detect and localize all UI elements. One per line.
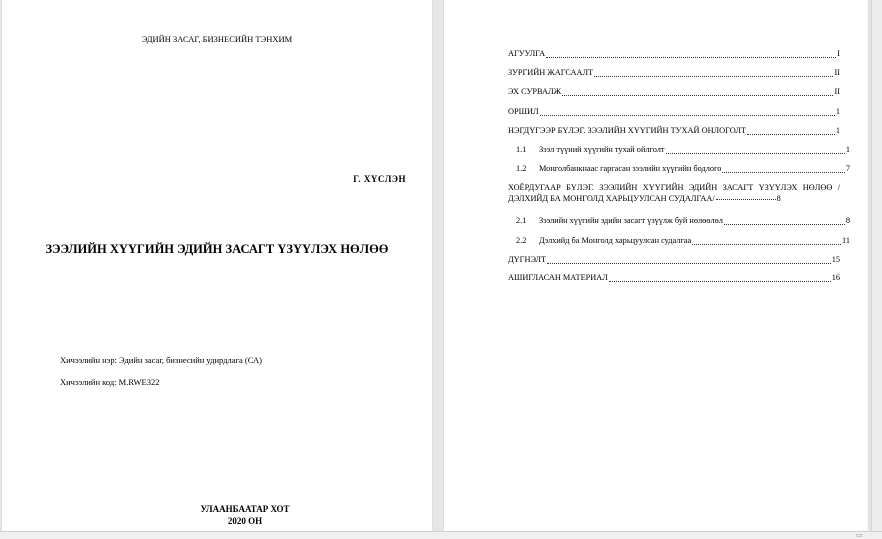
toc-leader: [724, 216, 845, 225]
toc-entry-page: 7: [845, 164, 850, 173]
toc-leader: [562, 87, 833, 96]
toc-leader: [692, 236, 841, 245]
toc-entry-label: Зээл түүний хүүгийн тухай ойлголт: [539, 145, 665, 154]
toc-leader: [609, 273, 831, 282]
toc-entry[interactable]: [516, 236, 850, 246]
toc-entry-page: 11: [842, 236, 850, 245]
toc-entry[interactable]: [508, 126, 840, 136]
toc-entry-page: 1: [835, 107, 840, 116]
toc-entry-page: I: [837, 49, 840, 58]
city-label: УЛААНБААТАР ХОТ: [200, 504, 290, 514]
document-page-right: [444, 0, 868, 532]
toc-entry-label: ОРШИЛ: [508, 107, 539, 116]
toc-entry[interactable]: [508, 68, 840, 78]
toc-entry-label: Дэлхийд ба Монголд харьцуулсан судалгаа: [539, 236, 692, 245]
toc-leader: [546, 49, 836, 58]
toc-entry-page: 1: [845, 145, 850, 154]
toc-entry[interactable]: [508, 273, 840, 283]
toc-entry-number: 2.1: [516, 216, 527, 225]
document-title: ЗЭЭЛИЙН ХҮҮГИЙН ЭДИЙН ЗАСАГТ ҮЗҮҮЛЭХ НӨЛӨӨ: [45, 242, 389, 256]
toc-entry[interactable]: [508, 107, 840, 117]
toc-entry-label: ХОЁРДУГААР БҮЛЭГ. ЗЭЭЛИЙН ХҮҮГИЙН ЭДИЙН ЗАСАГТ ҮЗҮҮЛЭХ НӨЛӨӨ /ДЭЛХИЙД БА МОНГОЛД ХАРЬЦУУЛСАН СУДАЛГАА/: [508, 183, 840, 203]
toc-leader: [747, 126, 835, 135]
author-name: Г. ХҮСЛЭН: [353, 174, 406, 184]
toc-leader: [594, 68, 833, 77]
toc-entry[interactable]: [508, 182, 840, 204]
toc-entry-label: ДҮГНЭЛТ: [508, 255, 547, 264]
toc-entry-number: 1.2: [516, 164, 527, 173]
toc-leader: [540, 107, 835, 116]
toc-leader: [666, 145, 845, 154]
vertical-scrollbar[interactable]: [871, 0, 882, 532]
toc-entry-label: ЭХ СУРВАЛЖ: [508, 87, 562, 96]
toc-entry[interactable]: [516, 164, 850, 174]
toc-entry-page: 1: [835, 126, 840, 135]
toc-leader: [722, 164, 844, 173]
toc-entry-label: ЗУРГИЙН ЖАГСААЛТ: [508, 68, 594, 77]
toc-entry-label: АГУУЛГА: [508, 49, 546, 58]
view-mode-icon[interactable]: ▭: [856, 531, 863, 539]
toc-entry-page: 8: [776, 194, 781, 203]
toc-entry-label: Зээлийн хүүгийн эдийн засагт үзүүлж буй нөлөөлөл: [539, 216, 723, 225]
toc-entry[interactable]: [508, 87, 840, 97]
document-page-left: [2, 0, 432, 532]
toc-entry[interactable]: [508, 49, 840, 59]
organization-name: ЭДИЙН ЗАСАГ, БИЗНЕСИЙН ТЭНХИМ: [141, 34, 293, 44]
horizontal-scrollbar[interactable]: [0, 531, 882, 539]
toc-entry-label: Монголбанкнаас гаргасан зээлийн хүүгийн бодлого: [539, 164, 722, 173]
toc-entry-number: 2.2: [516, 236, 527, 245]
year-label: 2020 ОН: [227, 516, 263, 526]
toc-entry-page: II: [834, 87, 840, 96]
toc-leader: [716, 193, 776, 200]
toc-leader: [547, 255, 831, 264]
course-name: Хичээлийн нэр: Эдийн засаг, бизнесийн удирдлага (СА): [60, 355, 262, 365]
toc-entry-page: 15: [831, 255, 840, 264]
toc-entry-page: 8: [845, 216, 850, 225]
toc-entry[interactable]: [516, 145, 850, 155]
toc-entry[interactable]: [508, 255, 840, 265]
toc-entry[interactable]: [516, 216, 850, 226]
toc-entry-page: II: [834, 68, 840, 77]
course-code: Хичээлийн код: M.RWE322: [60, 377, 160, 387]
toc-entry-label: АШИГЛАСАН МАТЕРИАЛ: [508, 273, 608, 282]
toc-entry-label: НЭГДҮГЭЭР БҮЛЭГ. ЗЭЭЛИЙН ХҮҮГИЙН ТУХАЙ ОНЛОГОЛТ: [508, 126, 747, 135]
toc-entry-page: 16: [831, 273, 840, 282]
toc-entry-number: 1.1: [516, 145, 527, 154]
